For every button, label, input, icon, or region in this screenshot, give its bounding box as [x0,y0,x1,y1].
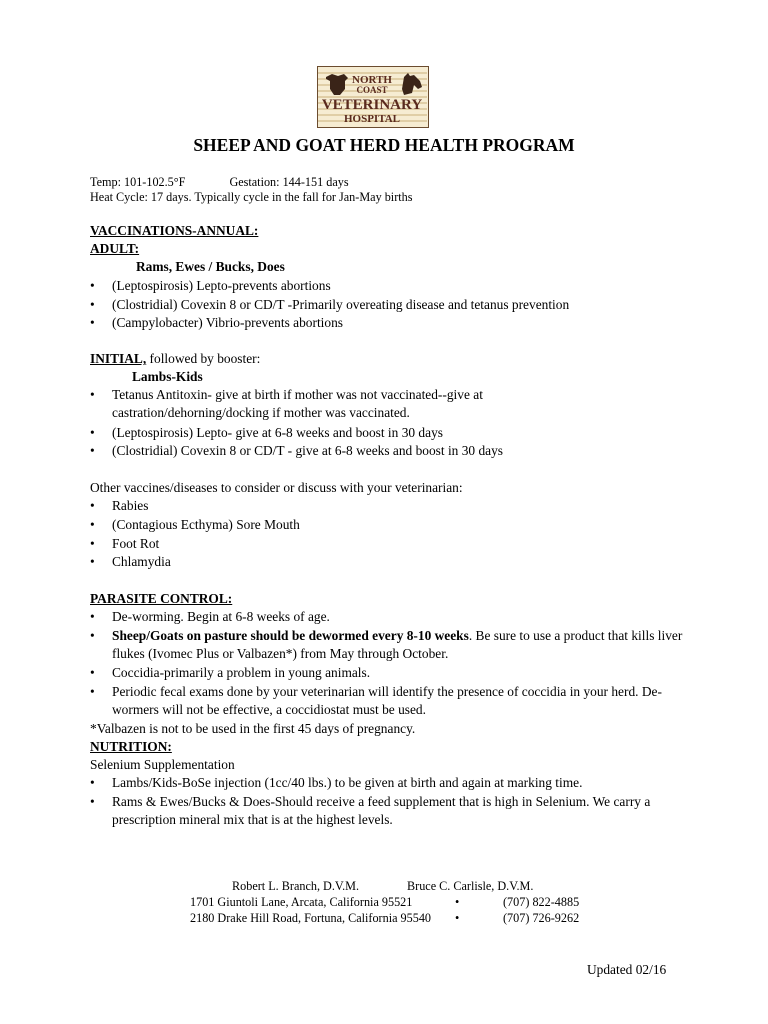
svg-text:VETERINARY: VETERINARY [321,97,423,113]
svg-text:COAST: COAST [356,85,388,95]
list-item: • (Clostridial) Covexin 8 or CD/T - give at 6-8 weeks and boost in 30 days [90,442,690,460]
list-item: • Rams & Ewes/Bucks & Does-Should receive a feed supplement that is high in Selenium. We carry a prescription mineral mix that is at the highest levels. [90,794,651,828]
bullet-icon: • [90,387,95,402]
bullet-icon: • [90,794,95,809]
list-item: • Tetanus Antitoxin- give at birth if mother was not vaccinated--give at castration/dehorning/docking if mother was vaccinated. [90,387,483,421]
address-fortuna: 2180 Drake Hill Road, Fortuna, California 95540 [190,911,432,925]
nutrition-subheading: Selenium Supplementation [90,757,235,772]
list-item: • De-worming. Begin at 6-8 weeks of age. [90,608,690,626]
list-item: • (Leptospirosis) Lepto-prevents abortions [90,277,690,295]
list-item: • Foot Rot [90,535,690,553]
bullet-icon: • [90,498,95,513]
clinic-logo [317,66,429,128]
doctor-name-1: Robert L. Branch, D.V.M. [232,879,360,893]
initial-subheading: Lambs-Kids [132,369,203,384]
vaccinations-heading: VACCINATIONS-ANNUAL: [90,223,259,238]
temperature-text: Temp: 101-102.5°F [90,175,186,189]
list-item: • (Contagious Ecthyma) Sore Mouth [90,516,690,534]
initial-heading-line [90,350,260,368]
list-item: • (Clostridial) Covexin 8 or CD/T -Primarily overeating disease and tetanus prevention [90,296,690,314]
svg-text:NORTH: NORTH [352,74,392,86]
svg-text:HOSPITAL: HOSPITAL [343,113,401,125]
bullet-icon: • [90,554,95,569]
parasite-heading: PARASITE CONTROL: [90,591,233,606]
bullet-icon: • [90,536,95,551]
list-item: • Chlamydia [90,553,690,571]
deworm-emphasis: Sheep/Goats on pasture should be dewormed every 8-10 weeks [112,628,469,643]
list-item: • (Campylobacter) Vibrio-prevents abortions [90,314,690,332]
footer-bullet-icon: • [455,895,460,909]
list-item [90,627,690,664]
deworm-detail: . Be sure to use a product that kills liver flukes (Ivomec Plus or Valbazen*) from May through October. [112,628,683,662]
adult-heading: ADULT: [90,241,140,256]
doctor-name-2: Bruce C. Carlisle, D.V.M. [407,879,534,893]
initial-heading: INITIAL, [90,351,147,366]
heat-cycle-text: Heat Cycle: 17 days. Typically cycle in the fall for Jan-May births [90,190,413,204]
nutrition-heading: NUTRITION: [90,739,172,754]
bullet-icon: • [90,278,95,293]
list-item: • Periodic fecal exams done by your veterinarian will identify the presence of coccidia in your herd. De-wormers will not be effective, a coccidiostat must be used. [90,684,662,718]
updated-date: Updated 02/16 [587,962,667,977]
list-item: • Coccidia-primarily a problem in young animals. [90,664,690,682]
phone-arcata: (707) 822-4885 [503,895,580,909]
bullet-icon: • [90,425,95,440]
list-item: • Lambs/Kids-BoSe injection (1cc/40 lbs.) to be given at birth and again at marking time. [90,774,690,792]
bullet-icon: • [90,628,95,643]
bullet-icon: • [90,517,95,532]
other-vaccines-intro: Other vaccines/diseases to consider or discuss with your veterinarian: [90,480,463,495]
list-item: • (Leptospirosis) Lepto- give at 6-8 weeks and boost in 30 days [90,424,690,442]
bullet-icon: • [90,775,95,790]
bullet-icon: • [90,315,95,330]
valbazen-note: *Valbazen is not to be used in the first 45 days of pregnancy. [90,721,416,736]
clinic-logo-graphic [318,67,427,126]
bullet-icon: • [90,665,95,680]
gestation-text: Gestation: 144-151 days [229,175,349,189]
bullet-icon: • [90,684,95,699]
address-arcata: 1701 Giuntoli Lane, Arcata, California 95521 [190,895,413,909]
phone-fortuna: (707) 726-9262 [503,911,580,925]
bullet-icon: • [90,443,95,458]
initial-heading-suffix: followed by booster: [146,351,261,366]
page-title: SHEEP AND GOAT HERD HEALTH PROGRAM [193,135,575,155]
horse-icon [402,73,422,95]
footer-bullet-icon: • [455,911,460,925]
bullet-icon: • [90,297,95,312]
adult-subheading: Rams, Ewes / Bucks, Does [136,259,285,274]
bullet-icon: • [90,609,95,624]
list-item: • Rabies [90,497,690,515]
